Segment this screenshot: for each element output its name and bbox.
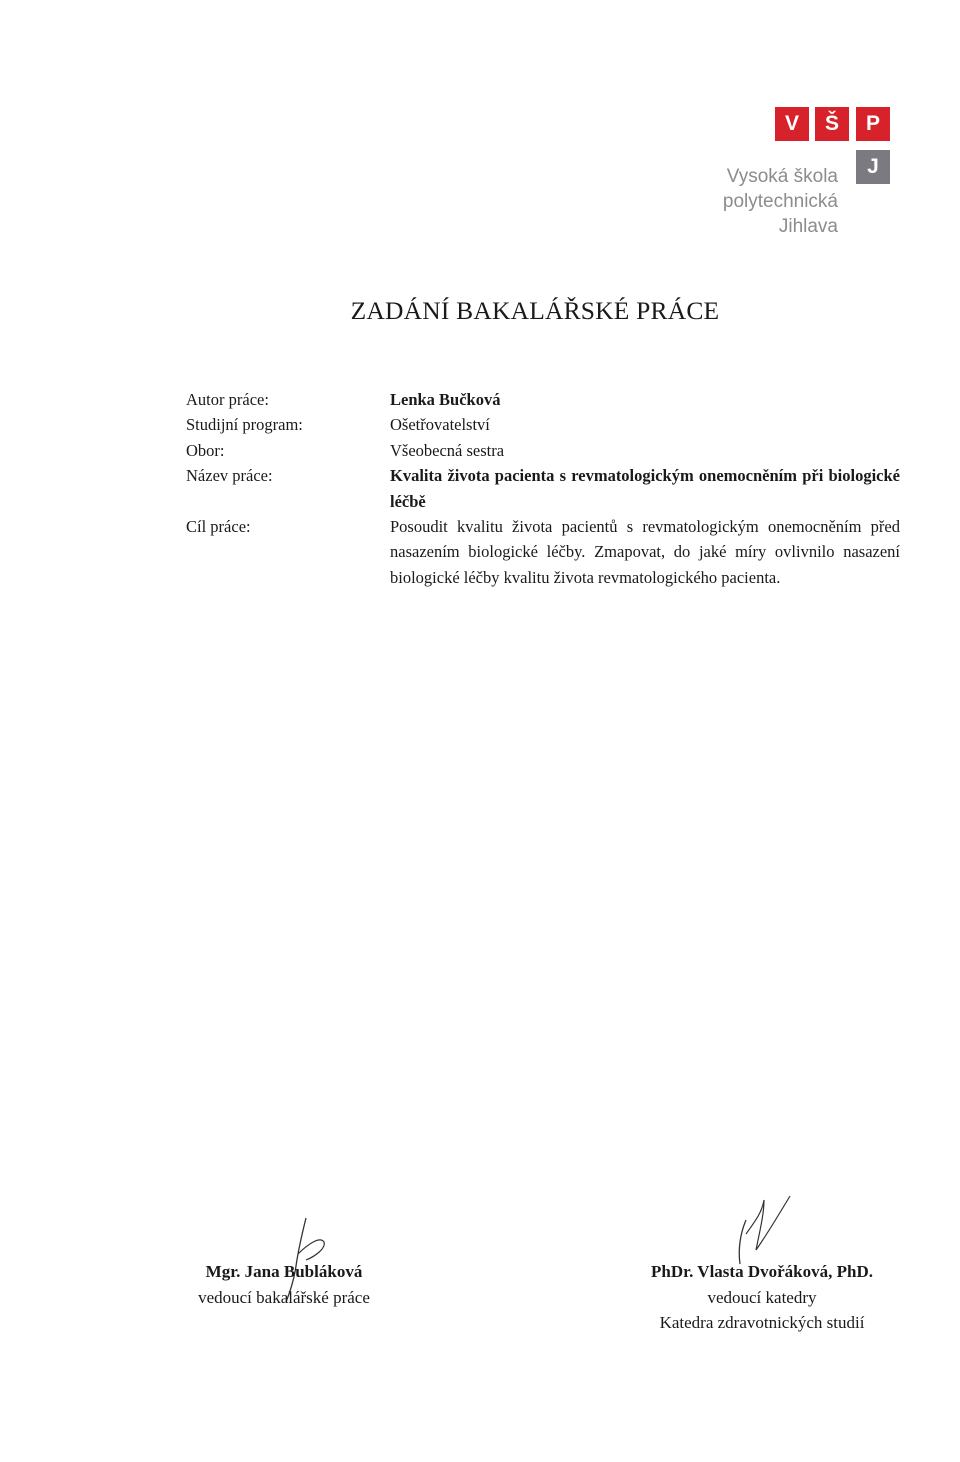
thesis-title-label: Název práce: [186, 466, 273, 486]
field-row-author [186, 387, 900, 412]
school-logo [700, 104, 900, 244]
signature-supervisor [160, 1259, 408, 1310]
author-value: Lenka Bučková [390, 390, 501, 409]
logo-letter-s: Š [815, 107, 849, 141]
field-row-field [186, 438, 900, 463]
field-row-program [186, 412, 900, 437]
field-row-thesis-title [186, 463, 900, 514]
thesis-title-value: Kvalita života pacienta s revmatologickým onemocněním při biologické léčbě [390, 466, 900, 511]
signature-head [612, 1259, 912, 1336]
goal-label: Cíl práce: [186, 517, 251, 537]
logo-text-line-2: polytechnická [722, 191, 838, 212]
goal-value: Posoudit kvalitu života pacientů s revmatologickým onemocněním před nasazením biologické léčby. Zmapovat, do jaké míry ovlivnilo nasazení biologické léčby kvalitu života revmatologického pacienta. [390, 517, 900, 587]
logo-letter-p: P [856, 107, 890, 141]
program-value: Ošetřovatelství [390, 415, 490, 435]
logo-text-line-1: Vysoká škola [726, 166, 838, 187]
thesis-fields [186, 387, 900, 590]
head-department: Katedra zdravotnických studií [659, 1313, 865, 1332]
field-label: Obor: [186, 440, 225, 460]
head-name: PhDr. Vlasta Dvořáková, PhD. [651, 1262, 873, 1281]
logo-letter-v: V [775, 107, 809, 141]
document-title: ZADÁNÍ BAKALÁŘSKÉ PRÁCE [350, 296, 720, 325]
field-row-goal [186, 514, 900, 590]
supervisor-name: Mgr. Jana Bubláková [205, 1262, 363, 1281]
field-value: Všeobecná sestra [390, 440, 505, 460]
supervisor-role: vedoucí bakalářské práce [198, 1287, 370, 1307]
logo-letter-j: J [856, 150, 890, 184]
head-role: vedoucí katedry [707, 1287, 817, 1307]
signature-scribble-right [726, 1190, 806, 1270]
program-label: Studijní program: [186, 415, 303, 435]
author-label: Autor práce: [186, 390, 269, 409]
logo-text-line-3: Jihlava [778, 216, 838, 237]
